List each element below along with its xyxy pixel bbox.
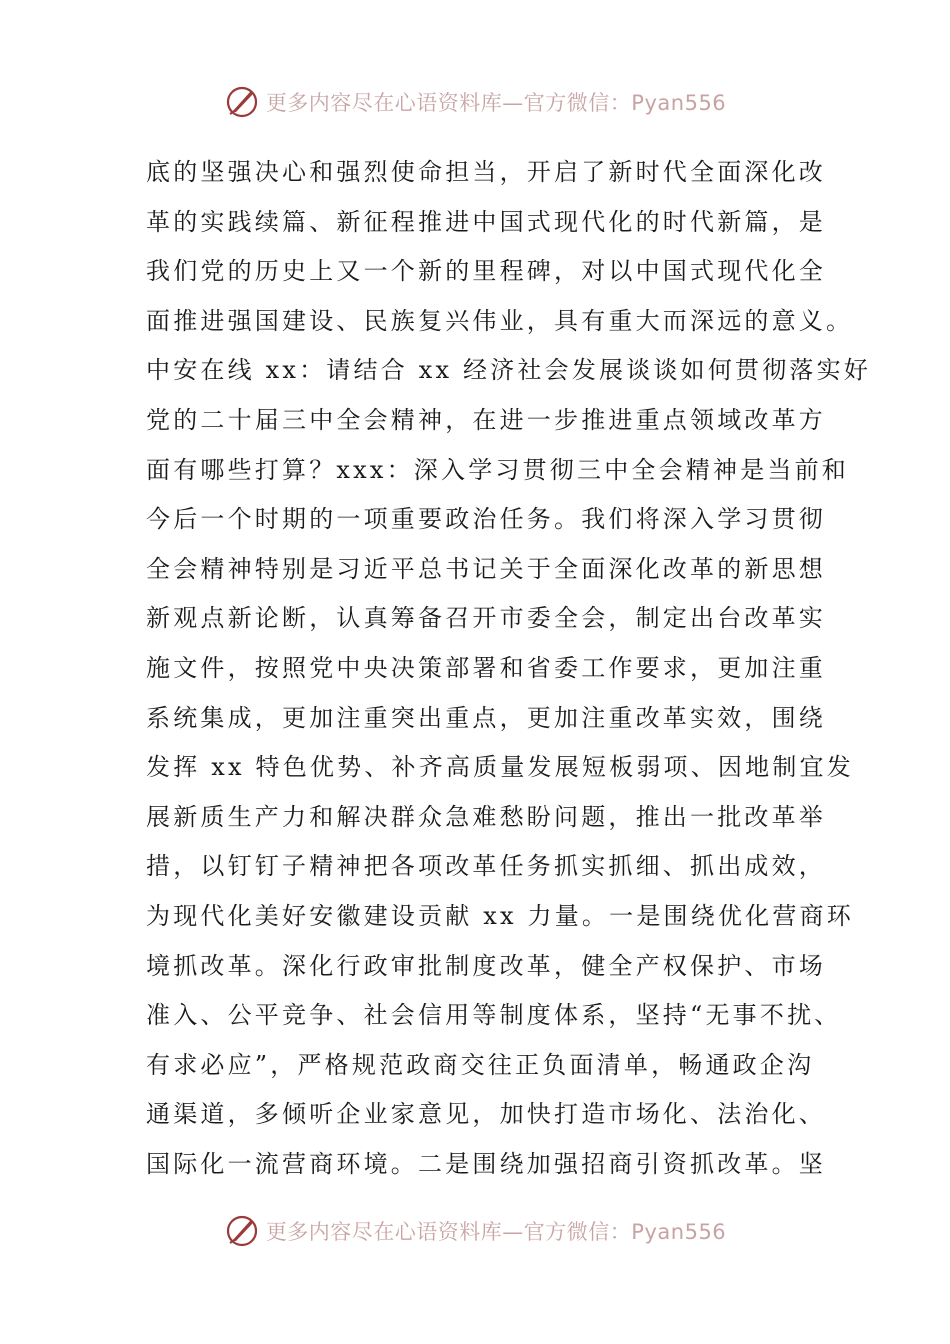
text-line: 面推进强国建设、民族复兴伟业，具有重大而深远的意义。 <box>146 306 854 335</box>
text-line: 今后一个时期的一项重要政治任务。我们将深入学习贯彻 <box>146 505 826 534</box>
text-line: 中安在线 xx：请结合 xx 经济社会发展谈谈如何贯彻落实好 <box>146 356 872 385</box>
text-line: 面有哪些打算？xxx：深入学习贯彻三中全会精神是当前和 <box>146 455 850 484</box>
text-line: 全会精神特别是习近平总书记关于全面深化改革的新思想 <box>146 554 826 583</box>
text-line: 施文件，按照党中央决策部署和省委工作要求，更加注重 <box>146 653 826 682</box>
text-line: 准入、公平竞争、社会信用等制度体系，坚持“无事不扰、 <box>146 1001 842 1030</box>
text-line: 我们党的历史上又一个新的里程碑，对以中国式现代化全 <box>146 257 826 286</box>
text-line: 境抓改革。深化行政审批制度改革，健全产权保护、市场 <box>146 951 826 980</box>
text-line: 党的二十届三中全会精神，在进一步推进重点领域改革方 <box>146 405 826 434</box>
text-line: 有求必应”，严格规范政商交往正负面清单，畅通政企沟 <box>146 1050 815 1079</box>
text-line: 国际化一流营商环境。二是围绕加强招商引资抓改革。坚 <box>146 1149 826 1178</box>
text-line: 系统集成，更加注重突出重点，更加注重改革实效，围绕 <box>146 703 826 732</box>
text-line: 新观点新论断，认真筹备召开市委全会，制定出台改革实 <box>146 604 826 633</box>
text-line: 发挥 xx 特色优势、补齐高质量发展短板弱项、因地制宜发 <box>146 753 854 782</box>
watermark-text: 更多内容尽在心语资料库—官方微信：Pyan556 <box>265 91 727 115</box>
text-line: 措，以钉钉子精神把各项改革任务抓实抓细、抓出成效， <box>146 852 826 881</box>
document-body <box>146 148 872 1189</box>
text-line: 底的坚强决心和强烈使命担当，开启了新时代全面深化改 <box>146 158 826 186</box>
text-line: 为现代化美好安徽建设贡献 xx 力量。一是围绕优化营商环 <box>146 901 854 930</box>
header-watermark <box>0 82 950 122</box>
text-line: 展新质生产力和解决群众急难愁盼问题，推出一批改革举 <box>146 802 826 831</box>
quill-pen-icon <box>224 84 260 120</box>
quill-pen-icon <box>224 1213 260 1249</box>
watermark-text: 更多内容尽在心语资料库—官方微信：Pyan556 <box>265 1220 727 1244</box>
footer-watermark <box>0 1211 950 1251</box>
text-line: 革的实践续篇、新征程推进中国式现代化的时代新篇，是 <box>146 207 826 236</box>
text-line: 通渠道，多倾听企业家意见，加快打造市场化、法治化、 <box>146 1100 826 1129</box>
